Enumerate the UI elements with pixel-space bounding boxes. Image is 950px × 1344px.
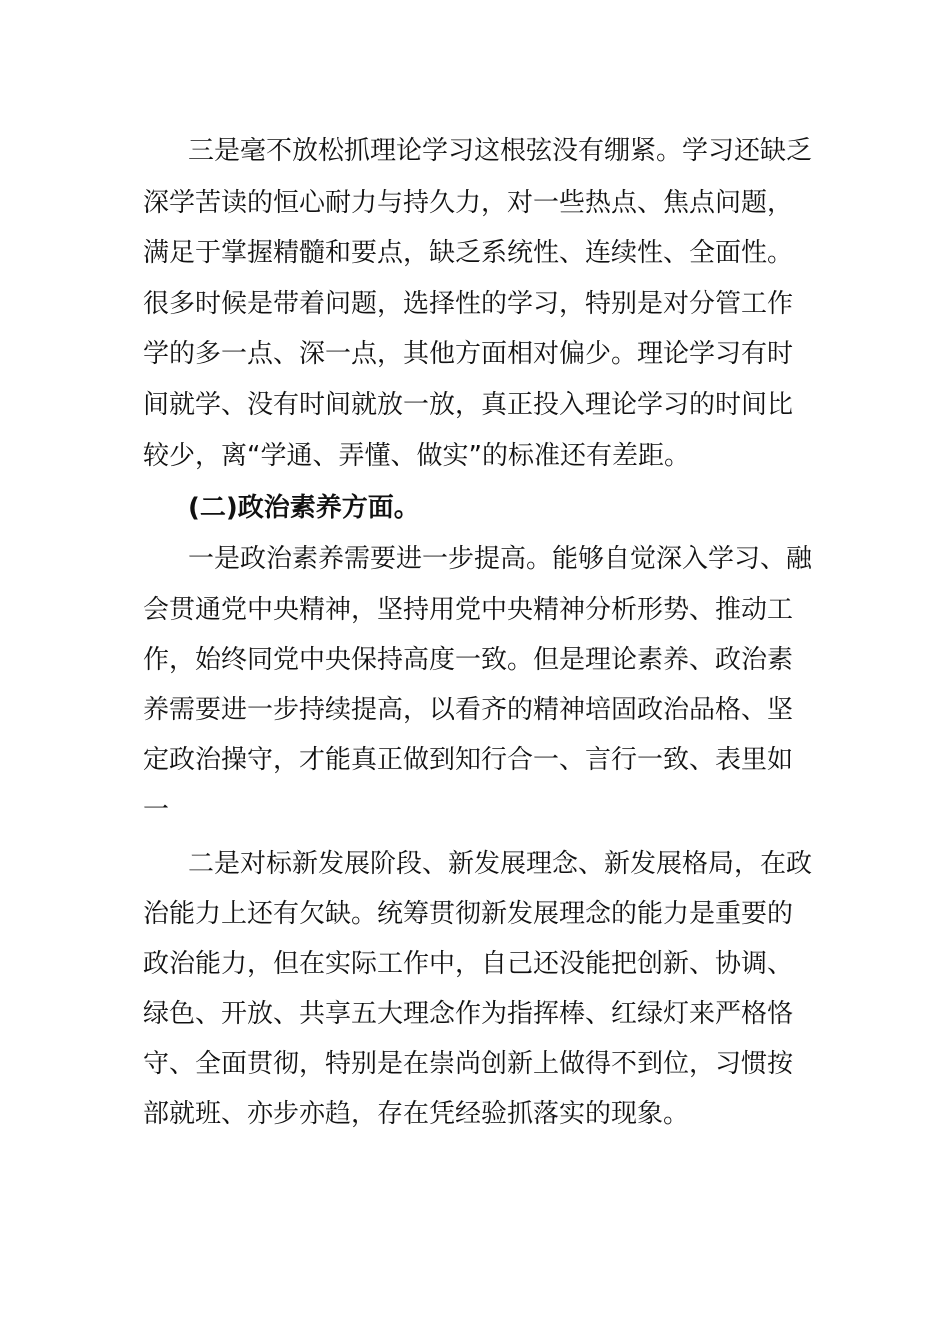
section-heading: (二)政治素养方面。 — [188, 493, 420, 523]
paragraph-line: 间就学、没有时间就放一放，真正投入理论学习的时间比 — [143, 390, 794, 420]
paragraph-line: 学的多一点、深一点，其他方面相对偏少。理论学习有时 — [143, 339, 794, 369]
paragraph-line: 三是毫不放松抓理论学习这根弦没有绷紧。学习还缺乏 — [188, 136, 813, 166]
paragraph-line: 很多时候是带着问题，选择性的学习，特别是对分管工作 — [143, 289, 794, 319]
paragraph-line: 较少，离“学通、弄懂、做实”的标准还有差距。 — [143, 441, 690, 471]
paragraph-line: 深学苦读的恒心耐力与持久力，对一些热点、焦点问题， — [143, 188, 794, 218]
paragraph-line: 部就班、亦步亦趋，存在凭经验抓落实的现象。 — [143, 1099, 690, 1129]
paragraph-line: 一是政治素养需要进一步提高。能够自觉深入学习、融 — [188, 544, 813, 574]
paragraph-line: 会贯通党中央精神，坚持用党中央精神分析形势、推动工 — [143, 595, 794, 625]
paragraph-line: 作，始终同党中央保持高度一致。但是理论素养、政治素 — [143, 645, 794, 675]
paragraph-line: 守、全面贯彻，特别是在崇尚创新上做得不到位，习惯按 — [143, 1049, 794, 1079]
paragraph-line: 一 — [143, 795, 170, 825]
paragraph-line: 绿色、开放、共享五大理念作为指挥棒、红绿灯来严格恪 — [143, 999, 794, 1029]
paragraph-line: 养需要进一步持续提高，以看齐的精神培固政治品格、坚 — [143, 695, 794, 725]
paragraph-line: 治能力上还有欠缺。统筹贯彻新发展理念的能力是重要的 — [143, 899, 794, 929]
paragraph-line: 政治能力，但在实际工作中，自己还没能把创新、协调、 — [143, 949, 794, 979]
paragraph-line: 定政治操守，才能真正做到知行合一、言行一致、表里如 — [143, 745, 794, 775]
paragraph-line: 二是对标新发展阶段、新发展理念、新发展格局，在政 — [188, 849, 813, 879]
paragraph-line: 满足于掌握精髓和要点，缺乏系统性、连续性、全面性。 — [143, 238, 794, 268]
